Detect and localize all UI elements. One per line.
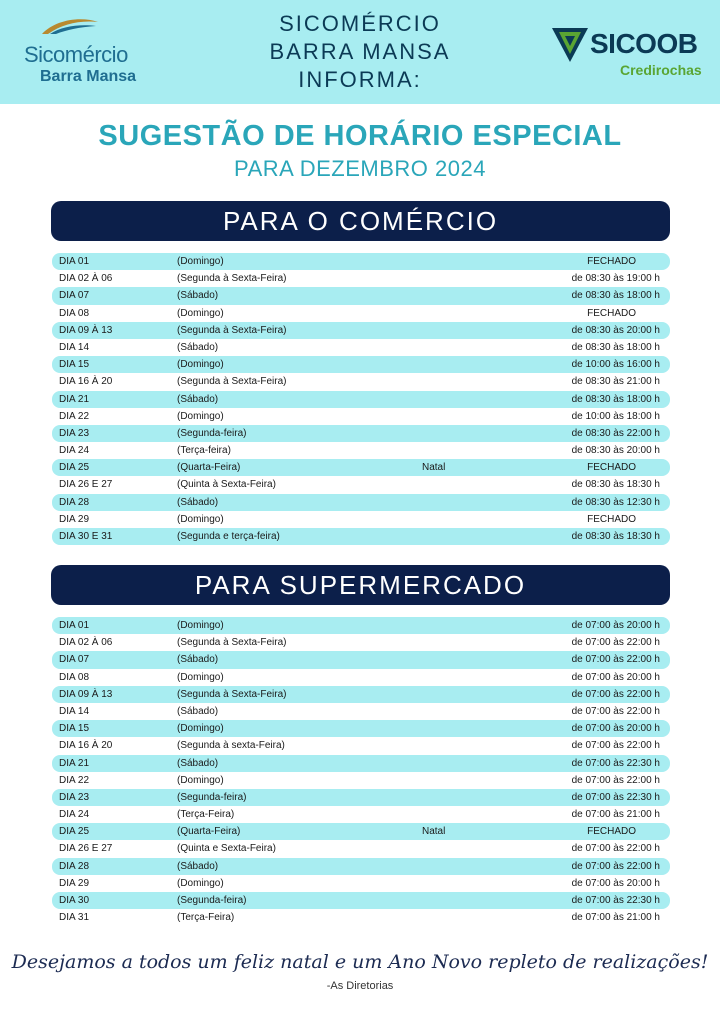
time-cell: de 08:30 às 18:00 h	[571, 393, 660, 405]
day-cell: DIA 09 À 13	[59, 688, 113, 700]
day-cell: DIA 31	[59, 912, 90, 924]
time-cell: de 07:00 às 22:30 h	[571, 757, 660, 769]
weekday-cell: (Segunda à Sexta-Feira)	[177, 376, 287, 388]
day-cell: DIA 24	[59, 445, 90, 457]
day-cell: DIA 30 E 31	[59, 531, 113, 542]
table-row	[52, 305, 670, 322]
day-cell: DIA 14	[59, 705, 90, 717]
table-row	[52, 669, 670, 686]
table-row	[52, 823, 670, 840]
time-cell: de 08:30 às 22:00 h	[571, 427, 660, 439]
table-row	[52, 789, 670, 806]
day-cell: DIA 16 À 20	[59, 376, 113, 388]
time-cell: de 07:00 às 22:00 h	[571, 740, 660, 752]
table-row	[52, 356, 670, 373]
weekday-cell: (Domingo)	[177, 410, 224, 422]
table-row	[52, 476, 670, 493]
time-cell: FECHADO	[587, 462, 636, 474]
time-cell: de 07:00 às 20:00 h	[571, 671, 660, 683]
weekday-cell: (Segunda-feira)	[177, 427, 247, 439]
day-cell: DIA 25	[59, 462, 90, 474]
note-cell: Natal	[422, 462, 446, 474]
time-cell: de 08:30 às 21:00 h	[571, 376, 660, 388]
weekday-cell: (Sábado)	[177, 393, 219, 405]
weekday-cell: (Domingo)	[177, 620, 224, 631]
weekday-cell: (Segunda à Sexta-Feira)	[177, 688, 287, 700]
table-row	[52, 270, 670, 287]
table-row	[52, 772, 670, 789]
sicoob-logo-brand: SICOOB	[590, 28, 698, 59]
time-cell: de 07:00 às 20:00 h	[571, 620, 660, 631]
weekday-cell: (Segunda à Sexta-Feira)	[177, 324, 287, 336]
day-cell: DIA 08	[59, 307, 90, 319]
header-title-line-2: BARRA MANSA	[269, 39, 451, 64]
weekday-cell: (Sábado)	[177, 757, 219, 769]
day-cell: DIA 22	[59, 410, 90, 422]
weekday-cell: (Domingo)	[177, 877, 224, 889]
weekday-cell: (Terça-Feira)	[177, 809, 235, 821]
table-row	[52, 703, 670, 720]
weekday-cell: (Segunda à Sexta-Feira)	[177, 273, 287, 285]
day-cell: DIA 30	[59, 895, 90, 906]
table-row	[52, 528, 670, 545]
time-cell: FECHADO	[587, 307, 636, 319]
day-cell: DIA 24	[59, 809, 90, 821]
table-row	[52, 339, 670, 356]
day-cell: DIA 21	[59, 393, 90, 405]
table-row	[52, 322, 670, 339]
day-cell: DIA 22	[59, 774, 90, 786]
time-cell: de 07:00 às 22:00 h	[571, 774, 660, 786]
weekday-cell: (Sábado)	[177, 496, 219, 508]
time-cell: de 07:00 às 22:00 h	[571, 860, 660, 872]
note-cell: Natal	[422, 826, 446, 838]
weekday-cell: (Sábado)	[177, 860, 219, 872]
table-row	[52, 892, 670, 909]
time-cell: de 08:30 às 20:00 h	[571, 324, 660, 336]
day-cell: DIA 21	[59, 757, 90, 769]
time-cell: de 07:00 às 22:30 h	[571, 791, 660, 803]
time-cell: de 07:00 às 22:00 h	[571, 654, 660, 666]
day-cell: DIA 23	[59, 791, 90, 803]
table-row	[52, 373, 670, 390]
time-cell: de 08:30 às 18:30 h	[571, 479, 660, 491]
schedule-table-comercio	[52, 253, 670, 545]
weekday-cell: (Domingo)	[177, 671, 224, 683]
weekday-cell: (Sábado)	[177, 705, 219, 717]
time-cell: de 07:00 às 22:00 h	[571, 843, 660, 855]
day-cell: DIA 25	[59, 826, 90, 838]
time-cell: de 08:30 às 12:30 h	[571, 496, 660, 508]
time-cell: de 08:30 às 19:00 h	[571, 273, 660, 285]
table-row	[52, 875, 670, 892]
swoosh-icon	[40, 16, 100, 36]
page-subtitle: PARA DEZEMBRO 2024	[234, 156, 486, 181]
time-cell: de 10:00 às 18:00 h	[571, 410, 660, 422]
table-row	[52, 737, 670, 754]
weekday-cell: (Segunda-feira)	[177, 895, 247, 906]
header-title-line-3: INFORMA:	[298, 67, 422, 92]
day-cell: DIA 01	[59, 256, 90, 267]
table-row	[52, 511, 670, 528]
weekday-cell: (Sábado)	[177, 654, 219, 666]
day-cell: DIA 09 À 13	[59, 324, 113, 336]
sicoob-mark-icon	[552, 28, 588, 62]
table-row	[52, 840, 670, 857]
day-cell: DIA 29	[59, 513, 90, 525]
section-heading-supermercado: PARA SUPERMERCADO	[51, 565, 670, 605]
sicomercio-logo	[24, 16, 184, 92]
weekday-cell: (Sábado)	[177, 341, 219, 353]
weekday-cell: (Segunda-feira)	[177, 791, 247, 803]
weekday-cell: (Domingo)	[177, 359, 224, 371]
weekday-cell: (Quinta e Sexta-Feira)	[177, 843, 276, 855]
weekday-cell: (Segunda e terça-feira)	[177, 531, 280, 542]
day-cell: DIA 23	[59, 427, 90, 439]
day-cell: DIA 28	[59, 496, 90, 508]
day-cell: DIA 29	[59, 877, 90, 889]
header-title-line-1: SICOMÉRCIO	[279, 11, 441, 36]
page-title: SUGESTÃO DE HORÁRIO ESPECIAL	[98, 120, 622, 152]
sicoob-logo-sub: Credirochas	[620, 62, 702, 78]
header-bar	[0, 0, 720, 104]
sicomercio-logo-name: Sicomércio	[24, 42, 128, 67]
time-cell: de 07:00 às 22:30 h	[571, 895, 660, 906]
table-row	[52, 686, 670, 703]
table-row	[52, 253, 670, 270]
weekday-cell: (Domingo)	[177, 513, 224, 525]
weekday-cell: (Quarta-Feira)	[177, 826, 241, 838]
time-cell: de 08:30 às 18:00 h	[571, 341, 660, 353]
day-cell: DIA 01	[59, 620, 90, 631]
time-cell: de 07:00 às 22:00 h	[571, 688, 660, 700]
time-cell: FECHADO	[587, 826, 636, 838]
footer-signature: -As Diretorias	[326, 980, 394, 992]
table-row	[52, 909, 670, 926]
day-cell: DIA 14	[59, 341, 90, 353]
day-cell: DIA 28	[59, 860, 90, 872]
day-cell: DIA 08	[59, 671, 90, 683]
table-row	[52, 858, 670, 875]
day-cell: DIA 15	[59, 359, 90, 371]
table-row	[52, 425, 670, 442]
weekday-cell: (Domingo)	[177, 307, 224, 319]
time-cell: de 08:30 às 20:00 h	[571, 445, 660, 457]
footer-message: Desejamos a todos um feliz natal e um Ano Novo repleto de realizações!	[11, 951, 709, 973]
table-row	[52, 459, 670, 476]
day-cell: DIA 16 À 20	[59, 740, 113, 752]
time-cell: de 07:00 às 22:00 h	[571, 637, 660, 649]
weekday-cell: (Domingo)	[177, 256, 224, 267]
time-cell: de 08:30 às 18:00 h	[571, 290, 660, 302]
weekday-cell: (Domingo)	[177, 774, 224, 786]
time-cell: FECHADO	[587, 256, 636, 267]
table-row	[52, 494, 670, 511]
table-row	[52, 442, 670, 459]
time-cell: de 07:00 às 22:00 h	[571, 705, 660, 717]
table-row	[52, 617, 670, 634]
day-cell: DIA 26 E 27	[59, 843, 113, 855]
day-cell: DIA 15	[59, 723, 90, 735]
weekday-cell: (Domingo)	[177, 723, 224, 735]
day-cell: DIA 26 E 27	[59, 479, 113, 491]
table-row	[52, 634, 670, 651]
time-cell: de 10:00 às 16:00 h	[571, 359, 660, 371]
weekday-cell: (Sábado)	[177, 290, 219, 302]
day-cell: DIA 02 À 06	[59, 637, 113, 649]
header-title	[210, 10, 510, 94]
weekday-cell: (Terça-feira)	[177, 445, 231, 457]
time-cell: de 07:00 às 20:00 h	[571, 877, 660, 889]
schedule-table-supermercado	[52, 617, 670, 926]
weekday-cell: (Segunda à Sexta-Feira)	[177, 637, 287, 649]
table-row	[52, 408, 670, 425]
day-cell: DIA 07	[59, 654, 90, 666]
day-cell: DIA 02 À 06	[59, 273, 113, 285]
weekday-cell: (Segunda à sexta-Feira)	[177, 740, 285, 752]
weekday-cell: (Terça-Feira)	[177, 912, 235, 924]
time-cell: de 07:00 às 21:00 h	[571, 912, 660, 924]
sicoob-logo	[552, 26, 712, 82]
table-row	[52, 651, 670, 668]
weekday-cell: (Quinta à Sexta-Feira)	[177, 479, 276, 491]
weekday-cell: (Quarta-Feira)	[177, 462, 241, 474]
time-cell: FECHADO	[587, 513, 636, 525]
table-row	[52, 755, 670, 772]
day-cell: DIA 07	[59, 290, 90, 302]
time-cell: de 07:00 às 20:00 h	[571, 723, 660, 735]
sicomercio-logo-city: Barra Mansa	[40, 68, 137, 85]
time-cell: de 08:30 às 18:30 h	[571, 531, 660, 542]
section-heading-comercio: PARA O COMÉRCIO	[51, 201, 670, 241]
time-cell: de 07:00 às 21:00 h	[571, 809, 660, 821]
table-row	[52, 287, 670, 304]
table-row	[52, 720, 670, 737]
table-row	[52, 391, 670, 408]
table-row	[52, 806, 670, 823]
